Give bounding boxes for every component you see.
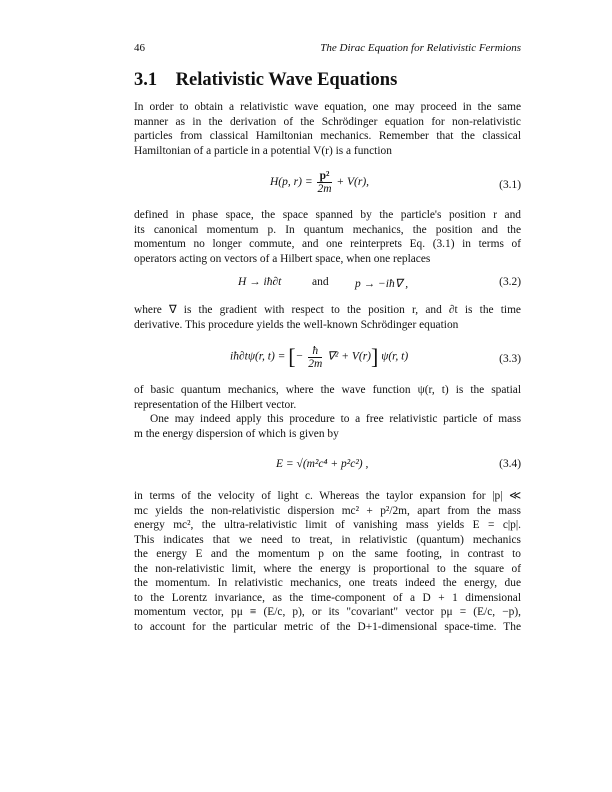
fraction <box>308 345 322 370</box>
text-line: m the energy dispersion of which is given by <box>134 427 339 440</box>
eq-and: and <box>312 276 329 288</box>
text-line: where ∇ is the gradient with respect to the position r, and ∂t is the time <box>134 304 521 316</box>
equation-label: (3.1) <box>499 179 521 191</box>
text-line: particles from classical Hamiltonian mechanics. Remember that the classical <box>134 130 521 142</box>
text-line: manner as in the derivation of the Schrödinger equation for non-relativistic <box>134 115 521 128</box>
section-heading <box>134 70 397 91</box>
text-line: of basic quantum mechanics, where the wave function ψ(r, t) is the spatial <box>134 384 521 396</box>
page-number: 46 <box>134 42 145 54</box>
numerator: ħ <box>308 345 322 358</box>
text-line: defined in phase space, the space spanned by the particle's position r and <box>134 209 521 221</box>
eq-rhs: + V(r), <box>336 176 370 189</box>
denominator: 2m <box>317 183 332 195</box>
eq-lhs: H(p, r) = <box>270 176 313 189</box>
eq-right: p → −iħ∇ , <box>355 278 409 290</box>
eq-rhs: ψ(r, t) <box>381 350 409 363</box>
eq-left: H → iħ∂t <box>238 276 282 288</box>
eq-lhs: iħ∂tψ(r, t) = <box>230 350 286 363</box>
text-line: energy mc², the ultra-relativistic limit of vanishing mass yields E = c|p|. <box>134 519 521 531</box>
text-line: operators acting on vectors of a Hilbert space, when one replaces <box>134 252 431 265</box>
text-line: In order to obtain a relativistic wave equation, one may proceed in the same <box>134 101 521 113</box>
text-line: in terms of the velocity of light c. Whereas the taylor expansion for |p| ≪ <box>134 490 521 502</box>
text-line: Hamiltonian of a particle in a potential V(r) is a function <box>134 144 392 157</box>
text-line: momentum no longer commute, and one reinterprets Eq. (3.1) in terms of <box>134 238 521 250</box>
numerator: p² <box>317 170 331 183</box>
text-line: mc yields the non-relativistic dispersion mc² + p²/2m, apart from the mass <box>134 504 521 517</box>
eq-mid: ∇² + V(r) <box>327 350 371 363</box>
equation-label: (3.2) <box>499 276 521 288</box>
equation-label: (3.3) <box>499 353 521 365</box>
fraction <box>317 170 331 195</box>
text-line: derivative. This procedure yields the well-known Schrödinger equation <box>134 318 459 331</box>
text-line: representation of the Hilbert vector. <box>134 398 297 411</box>
text-line: the non-relativistic limit, where the energy is proportional to the square of <box>134 562 521 575</box>
text-line: This indicates that we need to treat, in relativistic (quantum) mechanics <box>134 533 521 546</box>
bracket: [ <box>288 344 296 369</box>
section-number: 3.1 <box>134 70 158 90</box>
minus: − <box>295 350 304 363</box>
text-line: its canonical momentum p. In quantum mechanics, the position and the <box>134 223 521 236</box>
text-line: to the Lorentz invariance, as the time-component of a D + 1 dimensional <box>134 591 521 604</box>
equation-3-2 <box>238 276 281 288</box>
equation-3-1 <box>270 170 369 195</box>
bracket: ] <box>371 344 379 369</box>
text-line: the momentum. In relativistic mechanics, one treats indeed the energy, due <box>134 577 521 589</box>
text-line: the energy E and the momentum p on the same footing, in contrast to <box>134 548 521 560</box>
equation-3-4: E = √(m²c⁴ + p²c²) , <box>276 458 369 470</box>
equation-3-3 <box>230 344 408 370</box>
equation-label: (3.4) <box>499 458 521 470</box>
running-title: The Dirac Equation for Relativistic Fermions <box>320 42 521 54</box>
section-title: Relativistic Wave Equations <box>175 70 398 90</box>
text-line: to account for the particular metric of the D+1-dimensional space-time. The <box>134 620 521 633</box>
text-line: One may indeed apply this procedure to a free relativistic particle of mass <box>150 413 521 425</box>
text-line: momentum vector, pμ ≡ (E/c, p), or its "covariant" vector pμ = (E/c, −p), <box>134 606 521 618</box>
denominator: 2m <box>308 357 323 370</box>
